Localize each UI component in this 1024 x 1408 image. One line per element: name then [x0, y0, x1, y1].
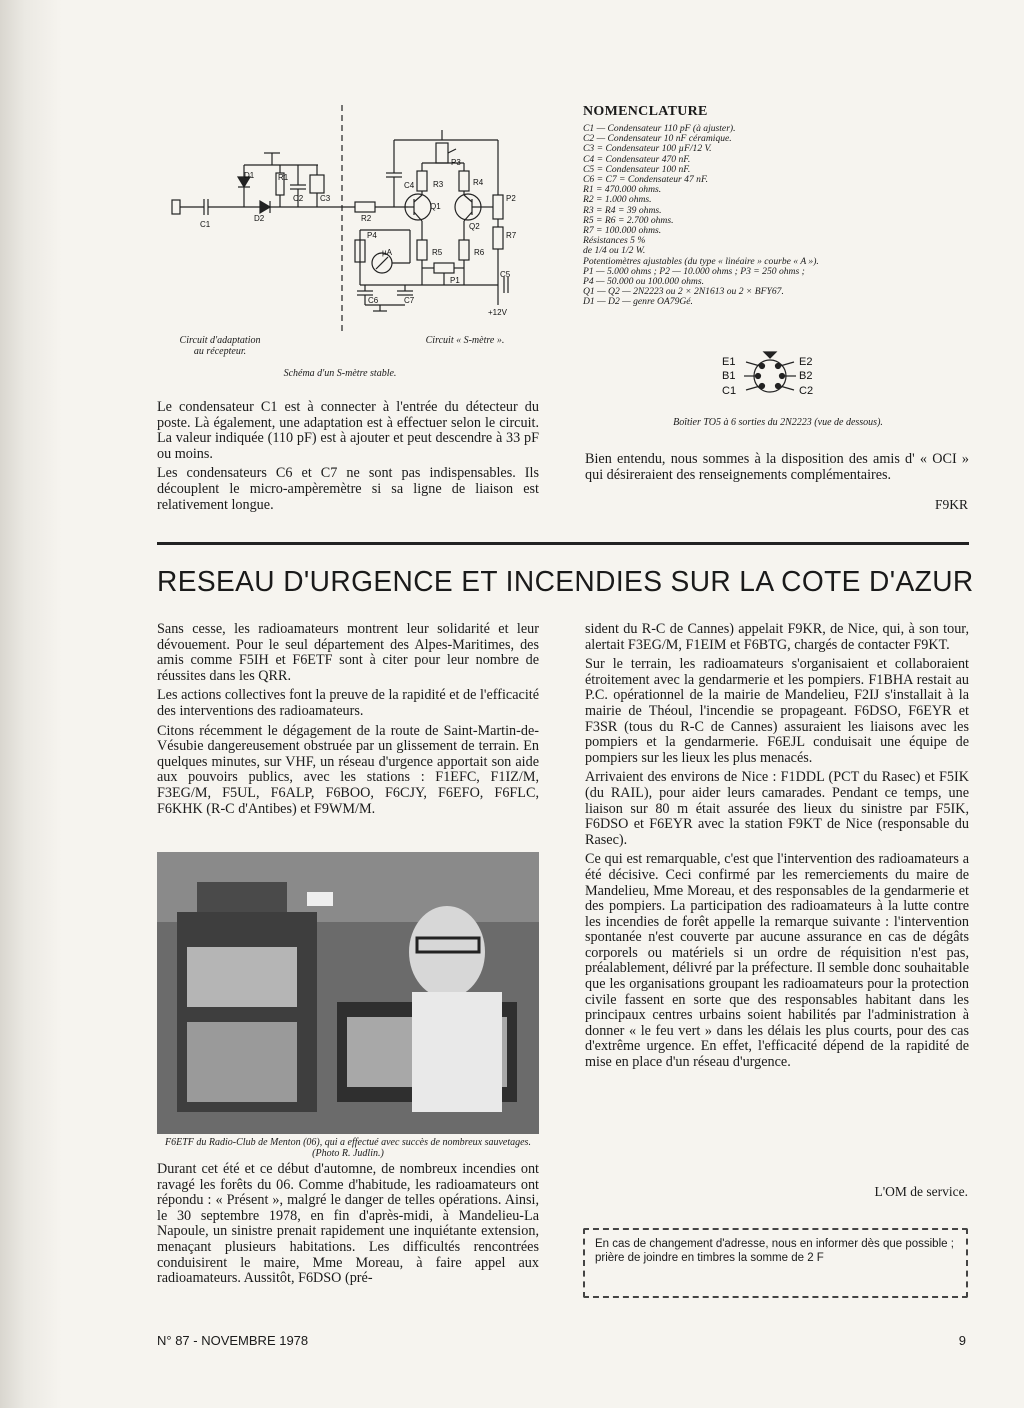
list-item: P1 — 5.000 ohms ; P2 — 10.000 ohms ; P3 = 250 ohms ; [583, 265, 805, 277]
photo-caption: F6ETF du Radio-Club de Menton (06), qui a effectué avec succès de nombreux sauvetages. (Photo R. Judlin.) [165, 1137, 531, 1159]
schematic-caption-right: Circuit « S-mètre ». [425, 335, 505, 346]
list-item: Résistances 5 % [583, 235, 646, 247]
list-item: D1 — D2 — genre OA79Gé. [583, 296, 693, 308]
caption-left-line-1: Circuit d'adaptation [179, 335, 261, 346]
pinout-caption: Boîtier TO5 à 6 sorties du 2N2223 (vue de dessous). [673, 417, 883, 428]
paragraph: Citons récemment le dégagement de la route de Saint-Martin-de-Vésubie dangereusement obstruée par un glissement de terrain. En quelques minutes, sur VHF, un réseau d'urgence apportait son aide aux pouvoirs publics, avec les stations : F1EFC, F1IZ/M, F3EG/M, F5UL, F6ALP, F6BOO, F6CJY, F6EFO, F6FLC, F6KHK (R-C d'Antibes) et F9WM/M. [157, 722, 539, 817]
signature-om: L'OM de service. [874, 1184, 968, 1199]
label-q2: Q2 [469, 222, 480, 231]
paragraph: sident du R-C de Cannes) appelait F9KR, de Nice, qui, à son tour, alertait F3EG/M, F1EIM et F6BTG, chargés de contacter F9KT. [585, 621, 969, 653]
address-change-notice: En cas de changement d'adresse, nous en informer dès que possible ; prière de joindre en timbres la somme de 2 F [583, 1228, 968, 1298]
pin-label-c2: C2 [799, 385, 814, 397]
list-item: R3 = R4 = 39 ohms. [583, 204, 662, 216]
left-column-top [157, 622, 539, 821]
pin-label-c1: C1 [722, 385, 737, 397]
right-top-text [585, 452, 969, 487]
label-r3: R3 [433, 180, 444, 189]
caption-left-line-2: au récepteur. [193, 346, 247, 357]
label-p2: P2 [506, 194, 516, 203]
label-p4: P4 [367, 231, 377, 240]
list-item: C6 = C7 = Condensateur 47 nF. [583, 174, 708, 186]
issue-number: N° 87 - NOVEMBRE 1978 [157, 1333, 309, 1348]
left-column-bottom [157, 1162, 539, 1291]
nomenclature-title: NOMENCLATURE [583, 104, 708, 119]
paragraph: Durant cet été et ce début d'automne, de nombreux incendies ont ravagé les forêts du 06. Comme d'habitude, les radioamateurs ont répondu : « Présent », malgré le danger de telles opérations. Ainsi, le 30 septembre 1978, en fin d'après-midi, à Mandelieu-La Napoule, un sinistre prenait rapidement une inquiétante extension, menaçant plusieurs habitations. Les difficultés rencontrées conduisirent le maire, Mme Moreau, à faire appel aux radioamateurs. Aussitôt, F6DSO (pré- [157, 1161, 539, 1287]
paragraph: Les condensateurs C6 et C7 ne sont pas indispensables. Ils découplent le micro-ampèremètre si sa ligne de liaison est relativement longue. [157, 465, 539, 513]
list-item: Q1 — Q2 — 2N2223 ou 2 × 2N1613 ou 2 × BFY67. [583, 286, 784, 298]
label-c7: C7 [404, 296, 415, 305]
section-rule [157, 542, 969, 545]
label-d1: D1 [244, 171, 255, 180]
right-column [585, 622, 969, 1075]
pin-label-b1: B1 [722, 370, 736, 382]
list-item: C3 = Condensateur 100 µF/12 V. [583, 143, 712, 155]
label-r5: R5 [432, 248, 443, 257]
label-d2: D2 [254, 214, 265, 223]
pin-label-e2: E2 [799, 356, 813, 368]
paragraph: Les actions collectives font la preuve de la rapidité et de l'efficacité des interventions des radioamateurs. [157, 687, 539, 719]
label-p1: P1 [450, 276, 460, 285]
list-item: R1 = 470.000 ohms. [583, 184, 662, 196]
label-c4: C4 [404, 181, 415, 190]
label-c2: C2 [293, 194, 304, 203]
pin-label-b2: B2 [799, 370, 813, 382]
label-r7: R7 [506, 231, 517, 240]
paragraph: Le condensateur C1 est à connecter à l'entrée du détecteur du poste. Là également, une adaptation est à effectuer selon le circuit. La valeur indiquée (110 pF) est à ajouter et peut descendre à 33 pF ou moins. [157, 399, 539, 462]
page-spine-shadow [0, 0, 62, 1408]
s-meter-schematic [160, 105, 560, 333]
label-c3: C3 [320, 194, 331, 203]
list-item: Potentiomètres ajustables (du type « linéaire » courbe « A »). [583, 255, 819, 267]
paragraph: Ce qui est remarquable, c'est que l'intervention des radioamateurs a été décisive. Ceci confirmé par les remerciements du maire de Mandelieu, Mme Moreau, et des responsables de la gendarmerie et des pompiers. La participation des radioamateurs à la lutte contre les incendies de forêt appelle la remarque suivante : l'intervention spontanée n'est couverte par aucune assurance en cas de dégâts corporels ou matériels si un ordre de réquisition n'est pas, préalablement, délivré par la préfecture. Il semble donc souhaitable que les organisations groupant les radioamateurs pour la protection civile fassent en sorte que des responsables habitant dans les principaux centres urbains soient habilités par l'administration à donner « le feu vert » dans les délais les plus courts, pour des cas d'extrême urgence. En effet, l'efficacité dépend de la rapidité de mise en place d'un réseau d'urgence. [585, 851, 969, 1071]
list-item: C1 — Condensateur 110 pF (à ajuster). [583, 123, 736, 134]
list-item: R5 = R6 = 2.700 ohms. [583, 214, 674, 226]
label-p3: P3 [451, 158, 461, 167]
nomenclature-list [583, 124, 943, 308]
list-item: C2 — Condensateur 10 nF céramique. [583, 133, 732, 145]
list-item: R2 = 1.000 ohms. [583, 194, 652, 206]
to5-pinout-diagram [700, 348, 840, 408]
list-item: de 1/4 ou 1/2 W. [583, 245, 646, 257]
list-item: P4 — 50.000 ou 100.000 ohms. [583, 276, 704, 288]
label-q1: Q1 [430, 202, 441, 211]
operator-photo [157, 852, 539, 1134]
schematic-caption: Schéma d'un S-mètre stable. [283, 368, 397, 379]
paragraph: Bien entendu, nous sommes à la disposition des amis d' « OCI » qui désireraient des renseignements complémentaires. [585, 451, 969, 483]
schematic-caption-left [160, 335, 280, 357]
paragraph: Sans cesse, les radioamateurs montrent leur solidarité et leur dévouement. Pour le seul département des Alpes-Maritimes, des amis comme F5IH et F6ETF sont à citer pour leur nombre de réussites dans les QRR. [157, 621, 539, 684]
label-microamp: µA [382, 248, 392, 257]
list-item: C4 = Condensateur 470 nF. [583, 153, 691, 165]
label-c6: C6 [368, 296, 379, 305]
paragraph: Arrivaient des environs de Nice : F1DDL (PCT du Rasec) et F5IK (du RAIL), pour aider leurs camarades. Pendant ce temps, une liaison sur 80 m était assurée des lieux du sinistre par F5IK, F6DSO et F6EYR avec la station F9KT de Nice (responsable du Rasec). [585, 769, 969, 848]
article-headline: RESEAU D'URGENCE ET INCENDIES SUR LA COTE D'AZUR [157, 566, 974, 598]
list-item: R7 = 100.000 ohms. [583, 225, 662, 237]
label-r2: R2 [361, 214, 372, 223]
signature-f9kr: F9KR [934, 497, 968, 512]
label-r6: R6 [474, 248, 485, 257]
list-item: C5 = Condensateur 100 nF. [583, 163, 691, 175]
label-c1: C1 [200, 220, 211, 229]
left-top-text [157, 400, 539, 517]
page-number: 9 [958, 1333, 966, 1348]
label-c5: C5 [500, 270, 511, 279]
label-12v: +12V [488, 308, 507, 317]
pin-label-e1: E1 [722, 356, 736, 368]
label-r1: R1 [278, 173, 289, 182]
paragraph: Sur le terrain, les radioamateurs s'organisaient et collaboraient étroitement avec la gendarmerie et les pompiers. F1BHA restait au P.C. opérationnel de la mairie de Mandelieu, F2IJ s'installait à la mairie de Théoul, l'incendie se propageant. F6DSO, F6EYR et F3SR (tous du R-C de Cannes) assuraient les liaisons avec les pompiers et la gendarmerie. F6EJL conduisait une équipe de pompiers sur les lieux les plus menacés. [585, 656, 969, 766]
label-r4: R4 [473, 178, 484, 187]
